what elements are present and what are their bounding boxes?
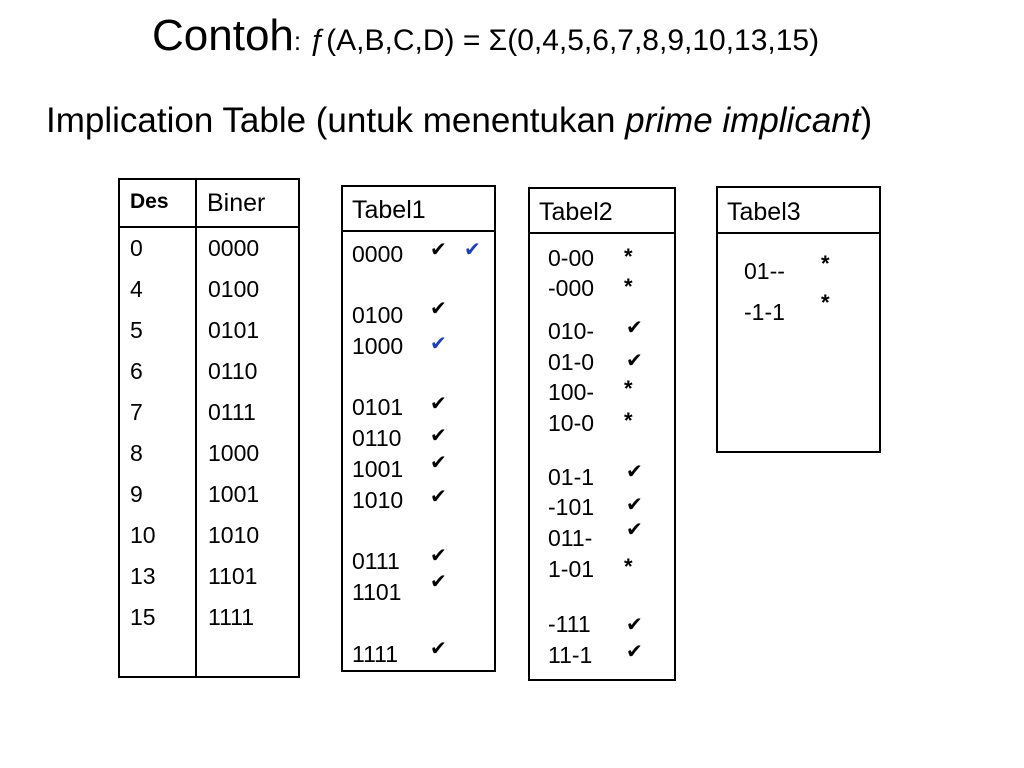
biner-header: Biner <box>207 189 266 217</box>
asterisk-icon: * <box>624 376 633 401</box>
asterisk-icon: * <box>821 251 830 276</box>
tabel1-term: 1010 <box>352 487 404 513</box>
biner-cell: 1111 <box>208 604 255 630</box>
subtitle-prefix: Implication Table (untuk menentukan <box>46 101 626 140</box>
check-icon: ✔ <box>430 569 447 593</box>
check-icon: ✔ <box>626 612 643 636</box>
tabel2-term: 100- <box>548 379 595 405</box>
biner-cell: 0101 <box>208 317 260 343</box>
des-header: Des <box>130 190 169 213</box>
des-cell: 10 <box>130 522 156 548</box>
des-cell: 8 <box>130 440 143 466</box>
tabel2-term: 1-01 <box>548 556 595 582</box>
des-cell: 6 <box>130 358 143 384</box>
title-formula: ƒ(A,B,C,D) = Σ(0,4,5,6,7,8,9,10,13,15) <box>301 24 820 57</box>
tabel3-term: 01-- <box>744 258 785 284</box>
des-biner-column-divider <box>195 178 197 678</box>
tabel2-term: 01-1 <box>548 464 595 490</box>
des-cell: 15 <box>130 604 156 630</box>
asterisk-icon: * <box>624 408 633 433</box>
tabel3-header-divider <box>716 232 881 234</box>
des-cell: 9 <box>130 481 143 507</box>
check-icon: ✔ <box>626 639 643 663</box>
check-icon: ✔ <box>430 484 447 508</box>
des-cell: 0 <box>130 235 143 261</box>
tabel2-term: 011- <box>548 525 593 551</box>
asterisk-icon: * <box>624 554 633 579</box>
slide-title <box>152 11 820 60</box>
tabel2-header: Tabel2 <box>539 198 613 226</box>
check-icon: ✔ <box>626 492 643 516</box>
biner-cell: 1001 <box>208 481 260 507</box>
tabel1-term: 1101 <box>352 579 402 605</box>
tabel2-term: 01-0 <box>548 349 595 375</box>
check-icon: ✔ <box>626 315 643 339</box>
check-icon: ✔ <box>430 423 447 447</box>
tabel1-header-divider <box>341 230 496 232</box>
tabel2-term: 10-0 <box>548 410 595 436</box>
biner-cell: 1010 <box>208 522 260 548</box>
biner-cell: 1000 <box>208 440 260 466</box>
des-biner-header-divider <box>118 226 300 228</box>
check-icon: ✔ <box>430 296 447 320</box>
tabel2-term: 0-00 <box>548 245 595 271</box>
tabel1-term: 0110 <box>352 425 402 451</box>
des-cell: 4 <box>130 276 143 302</box>
des-cell: 13 <box>130 563 156 589</box>
asterisk-icon: * <box>624 274 633 299</box>
des-cell: 7 <box>130 399 143 425</box>
biner-cell: 0000 <box>208 235 260 261</box>
slide-subtitle <box>46 103 872 138</box>
check-icon: ✔ <box>626 459 643 483</box>
check-icon: ✔ <box>430 331 447 355</box>
check-icon: ✔ <box>464 237 481 261</box>
title-main: Contoh <box>152 11 294 60</box>
biner-cell: 0100 <box>208 276 260 302</box>
biner-cell: 0111 <box>208 399 256 425</box>
tabel2-header-divider <box>528 232 676 234</box>
subtitle-emphasis: prime implicant <box>625 101 861 140</box>
asterisk-icon: * <box>624 244 633 269</box>
check-icon: ✔ <box>626 348 643 372</box>
tabel1-term: 1111 <box>352 641 399 667</box>
tabel1-header: Tabel1 <box>352 196 426 224</box>
tabel2-term: 010- <box>548 318 595 344</box>
biner-cell: 0110 <box>208 358 258 384</box>
check-icon: ✔ <box>430 391 447 415</box>
check-icon: ✔ <box>430 450 447 474</box>
biner-cell: 1101 <box>208 563 258 589</box>
tabel1-term: 0100 <box>352 302 404 328</box>
tabel2-term: -111 <box>548 611 591 637</box>
check-icon: ✔ <box>430 543 447 567</box>
subtitle-suffix: ) <box>860 101 873 140</box>
tabel2-term: 11-1 <box>548 642 593 668</box>
des-cell: 5 <box>130 317 143 343</box>
check-icon: ✔ <box>430 636 447 660</box>
tabel3 <box>716 186 881 453</box>
tabel3-header: Tabel3 <box>727 198 801 226</box>
check-icon: ✔ <box>430 237 447 261</box>
check-icon: ✔ <box>626 517 643 541</box>
tabel1-term: 1000 <box>352 333 404 359</box>
tabel1-term: 0000 <box>352 241 404 267</box>
tabel1-term: 0101 <box>352 394 404 420</box>
title-colon: : <box>293 26 302 56</box>
tabel3-term: -1-1 <box>744 299 785 325</box>
asterisk-icon: * <box>821 290 830 315</box>
tabel2-term: -101 <box>548 494 595 520</box>
tabel1-term: 0111 <box>352 548 400 574</box>
tabel2-term: -000 <box>548 275 595 301</box>
tabel1-term: 1001 <box>352 456 404 482</box>
